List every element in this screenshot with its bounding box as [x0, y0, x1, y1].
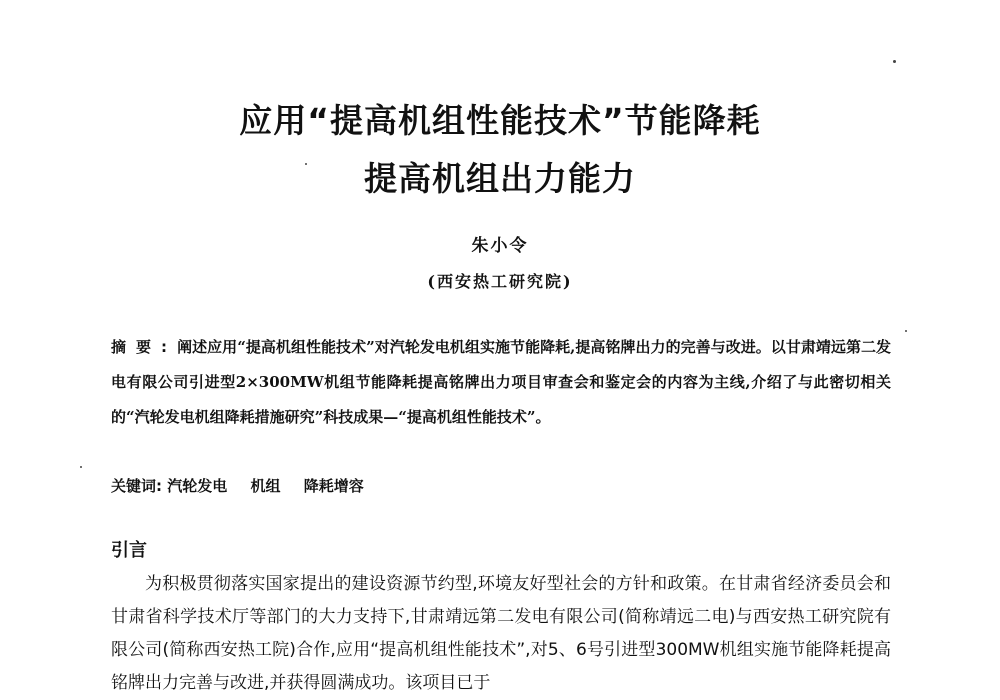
scan-speck	[905, 330, 907, 332]
abstract	[111, 330, 891, 435]
keywords	[111, 472, 891, 500]
abstract-text: 阐述应用“提高机组性能技术”对汽轮发电机组实施节能降耗,提高铭牌出力的完善与改进。以甘肃靖远第二发电有限公司引进型2×300MW机组节能降耗提高铭牌出力项目审查会和鉴定会的内容为主线,介绍了与此密切相关的“汽轮发电机组降耗措施研究”科技成果—“提高机组性能技术”。	[111, 338, 892, 426]
introduction-paragraph: 为积极贯彻落实国家提出的建设资源节约型,环境友好型社会的方针和政策。在甘肃省经济委员会和甘肃省科学技术厅等部门的大力支持下,甘肃靖远第二发电有限公司(简称靖远二电)与西安热工研究院有限公司(简称西安热工院)合作,应用“提高机组性能技术”,对5、6号引进型300MW机组实施节能降耗提高铭牌出力完善与改进,并获得圆满成功。该项目已于	[111, 574, 891, 693]
scan-speck	[305, 163, 307, 165]
keywords-label: 关键词:	[111, 477, 162, 495]
keyword-item: 机组	[250, 477, 281, 495]
paper-title-line-1: 应用“提高机组性能技术”节能降耗	[239, 101, 761, 140]
scan-speck	[80, 466, 82, 468]
author-affiliation: (西安热工研究院)	[427, 272, 573, 291]
keyword-item: 降耗增容	[303, 477, 364, 495]
paper-title-line-2: 提高机组出力能力	[364, 159, 636, 198]
scan-speck	[893, 60, 896, 63]
keyword-item: 汽轮发电	[167, 477, 228, 495]
abstract-label: 摘要:	[111, 338, 178, 356]
author-name: 朱小令	[471, 236, 529, 256]
section-heading-introduction: 引言	[111, 540, 147, 561]
